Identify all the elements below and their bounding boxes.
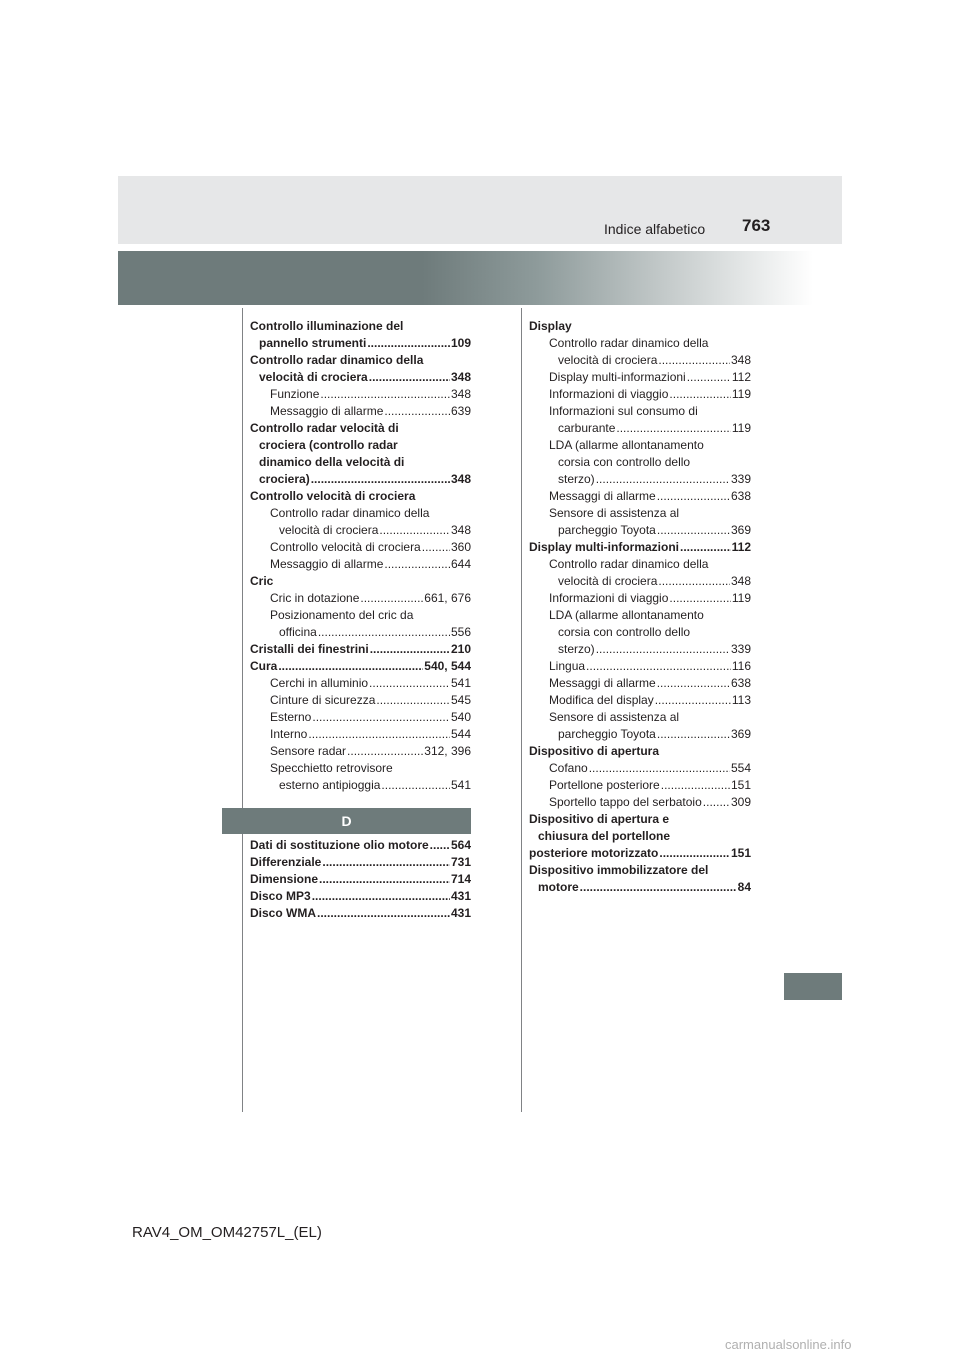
index-entry-page: 113 — [731, 693, 751, 707]
index-entry-page: 339 — [730, 642, 751, 656]
index-entry-page: 119 — [731, 387, 751, 401]
index-entry — [529, 386, 751, 403]
index-entry-text: Dispositivo di apertura e — [529, 812, 670, 826]
index-entry-text: Cristalli dei finestrini — [250, 642, 369, 656]
index-entry-page: 309 — [730, 795, 751, 809]
index-entry-page: 116 — [731, 659, 751, 673]
index-entry-page: 714 — [450, 872, 471, 886]
index-entry — [250, 386, 471, 403]
index-entry-page: 84 — [737, 880, 751, 894]
index-entry — [250, 539, 471, 556]
index-column-left-d — [250, 837, 471, 922]
index-entry — [250, 590, 471, 607]
index-entry-text: officina — [279, 625, 317, 639]
dot-leader — [596, 471, 730, 488]
index-entry — [250, 854, 471, 871]
index-entry-page: 151 — [730, 778, 751, 792]
index-entry-text: Display — [529, 319, 572, 333]
dot-leader — [680, 539, 731, 556]
index-entry-text: sterzo) — [558, 642, 595, 656]
index-entry-page: 556 — [450, 625, 471, 639]
index-entry-page: 540 — [450, 710, 471, 724]
index-entry-text: crociera (controllo radar — [259, 438, 398, 452]
dot-leader — [669, 386, 730, 403]
index-entry — [250, 777, 471, 794]
index-entry — [250, 743, 471, 760]
index-entry-page: 151 — [730, 846, 751, 860]
index-entry-text: Controllo radar dinamico della — [549, 557, 709, 571]
index-entry-text: carburante — [558, 421, 616, 435]
index-entry-text: velocità di crociera — [279, 523, 379, 537]
index-column-right — [529, 318, 751, 896]
index-entry-page: 119 — [731, 421, 751, 435]
index-entry-page: 348 — [450, 387, 471, 401]
index-entry — [529, 879, 751, 896]
index-entry — [529, 862, 751, 879]
index-entry — [529, 318, 751, 335]
index-entry-text: chiusura del portellone — [538, 829, 671, 843]
index-entry-text: Controllo velocità di crociera — [250, 489, 416, 503]
index-entry — [529, 352, 751, 369]
dot-leader — [661, 777, 730, 794]
index-entry-page: 544 — [450, 727, 471, 741]
index-entry — [529, 794, 751, 811]
dot-leader — [308, 726, 450, 743]
index-entry-text: Specchietto retrovisore — [270, 761, 393, 775]
dot-leader — [318, 624, 450, 641]
index-entry — [250, 369, 471, 386]
index-entry-text: Cofano — [549, 761, 588, 775]
index-entry — [529, 743, 751, 760]
index-entry — [529, 505, 751, 522]
index-entry-page: 541 — [450, 676, 471, 690]
dot-leader — [367, 335, 450, 352]
dot-leader — [659, 845, 730, 862]
dot-leader — [669, 590, 730, 607]
index-entry — [250, 675, 471, 692]
dot-leader — [379, 522, 450, 539]
index-entry-text: Dati di sostituzione olio motore — [250, 838, 429, 852]
index-entry-page: 348 — [450, 370, 471, 384]
index-entry-page: 109 — [450, 336, 471, 350]
index-entry-text: velocità di crociera — [259, 370, 368, 384]
index-entry-text: motore — [538, 880, 579, 894]
index-entry — [529, 454, 751, 471]
index-entry-text: Messaggi di allarme — [549, 676, 656, 690]
dot-leader — [655, 692, 731, 709]
dot-leader — [360, 590, 423, 607]
index-entry — [529, 675, 751, 692]
thumb-index-tab — [784, 973, 842, 1000]
index-entry-page: 369 — [730, 727, 751, 741]
index-entry — [529, 471, 751, 488]
index-entry-page: 431 — [450, 906, 471, 920]
index-entry-text: Display multi-informazioni — [529, 540, 680, 554]
index-entry-text: corsia con controllo dello — [558, 625, 691, 639]
index-entry-text: sterzo) — [558, 472, 595, 486]
index-entry — [250, 573, 471, 590]
watermark: carmanualsonline.info — [725, 1337, 852, 1352]
dot-leader — [278, 658, 423, 675]
index-entry-text: Dimensione — [250, 872, 319, 886]
index-entry-text: velocità di crociera — [558, 353, 658, 367]
index-entry-text: velocità di crociera — [558, 574, 658, 588]
index-entry-text: Messaggio di allarme — [270, 404, 384, 418]
index-entry — [250, 318, 471, 335]
dot-leader — [687, 369, 731, 386]
index-entry — [250, 556, 471, 573]
index-entry-page: 731 — [450, 855, 471, 869]
index-entry-text: Messaggi di allarme — [549, 489, 656, 503]
index-entry-text: Disco WMA — [250, 906, 316, 920]
index-entry — [529, 590, 751, 607]
index-entry — [250, 335, 471, 352]
index-entry-page: 540, 544 — [424, 659, 471, 673]
index-entry — [529, 726, 751, 743]
index-entry-text: Modifica del display — [549, 693, 654, 707]
index-entry — [250, 837, 471, 854]
dot-leader — [422, 539, 450, 556]
index-entry-text: Cura — [250, 659, 278, 673]
index-entry-text: Cric in dotazione — [270, 591, 360, 605]
index-entry-page: 545 — [450, 693, 471, 707]
index-entry-text: posteriore motorizzato — [529, 846, 659, 860]
index-entry — [250, 658, 471, 675]
index-entry — [529, 437, 751, 454]
index-entry-text: LDA (allarme allontanamento — [549, 438, 704, 452]
index-entry — [250, 352, 471, 369]
index-entry — [529, 760, 751, 777]
index-entry — [250, 522, 471, 539]
index-entry — [529, 369, 751, 386]
dot-leader — [369, 675, 450, 692]
index-entry-text: Disco MP3 — [250, 889, 311, 903]
index-entry-text: pannello strumenti — [259, 336, 367, 350]
index-entry-text: Cinture di sicurezza — [270, 693, 376, 707]
dot-leader — [658, 352, 730, 369]
index-entry-text: Messaggio di allarme — [270, 557, 384, 571]
index-entry-page: 348 — [450, 472, 471, 486]
index-entry-page: 661, 676 — [424, 591, 471, 605]
index-entry-text: Controllo radar dinamico della — [250, 353, 424, 367]
header-gradient-band — [118, 251, 842, 305]
index-entry-page: 360 — [450, 540, 471, 554]
left-column-rule — [242, 308, 243, 1112]
index-entry-text: Dispositivo di apertura — [529, 744, 660, 758]
dot-leader — [317, 905, 450, 922]
index-entry-page: 348 — [730, 353, 751, 367]
index-entry-text: Sportello tappo del serbatoio — [549, 795, 702, 809]
dot-leader — [657, 726, 730, 743]
index-entry-page: 541 — [450, 778, 471, 792]
index-entry — [250, 420, 471, 437]
dot-leader — [658, 573, 730, 590]
index-entry — [529, 709, 751, 726]
index-entry — [250, 403, 471, 420]
dot-leader — [384, 556, 450, 573]
index-entry-page: 638 — [730, 489, 751, 503]
dot-leader — [320, 386, 450, 403]
dot-leader — [596, 641, 730, 658]
index-entry-page: 644 — [450, 557, 471, 571]
dot-leader — [311, 471, 450, 488]
index-column-left — [250, 318, 471, 794]
index-entry-page: 564 — [450, 838, 471, 852]
index-entry-text: Controllo radar velocità di — [250, 421, 399, 435]
index-entry-page: 112 — [731, 370, 751, 384]
index-entry — [529, 624, 751, 641]
index-entry-text: Display multi-informazioni — [549, 370, 686, 384]
index-entry-text: corsia con controllo dello — [558, 455, 691, 469]
dot-leader — [312, 709, 450, 726]
header-bar — [118, 176, 842, 244]
page-number: 763 — [742, 216, 771, 235]
index-entry-text: Sensore di assistenza al — [549, 710, 680, 724]
index-entry-page: 210 — [450, 642, 471, 656]
index-entry — [529, 811, 751, 828]
index-entry-text: Controllo radar dinamico della — [270, 506, 430, 520]
index-entry-text: parcheggio Toyota — [558, 523, 656, 537]
index-entry-text: Sensore di assistenza al — [549, 506, 680, 520]
index-entry-page: 348 — [730, 574, 751, 588]
index-entry — [529, 556, 751, 573]
dot-leader — [657, 488, 730, 505]
index-entry — [250, 505, 471, 522]
index-entry-text: crociera) — [259, 472, 310, 486]
index-entry — [529, 607, 751, 624]
dot-leader — [657, 675, 730, 692]
dot-leader — [369, 369, 450, 386]
index-entry — [529, 692, 751, 709]
dot-leader — [322, 854, 450, 871]
dot-leader — [589, 760, 730, 777]
index-entry — [529, 335, 751, 352]
index-entry — [250, 641, 471, 658]
document-code: RAV4_OM_OM42757L_(EL) — [132, 1224, 322, 1241]
index-entry-text: Controllo illuminazione del — [250, 319, 404, 333]
index-entry — [250, 488, 471, 505]
index-entry — [529, 777, 751, 794]
right-column-rule — [521, 308, 522, 1112]
index-entry — [250, 624, 471, 641]
index-entry-text: Lingua — [549, 659, 586, 673]
index-entry-text: Esterno — [270, 710, 312, 724]
index-entry-text: Cric — [250, 574, 274, 588]
index-entry-page: 312, 396 — [424, 744, 471, 758]
section-title: Indice alfabetico — [604, 221, 706, 237]
index-entry — [529, 522, 751, 539]
index-entry — [529, 845, 751, 862]
dot-leader — [370, 641, 450, 658]
index-entry — [250, 905, 471, 922]
dot-leader — [616, 420, 730, 437]
dot-leader — [657, 522, 730, 539]
index-entry — [250, 888, 471, 905]
index-entry — [529, 658, 751, 675]
index-entry-page: 339 — [730, 472, 751, 486]
index-entry — [529, 828, 751, 845]
index-entry — [529, 539, 751, 556]
dot-leader — [347, 743, 423, 760]
index-entry — [250, 760, 471, 777]
index-entry-text: LDA (allarme allontanamento — [549, 608, 704, 622]
index-entry-page: 119 — [731, 591, 751, 605]
index-entry-text: Funzione — [270, 387, 320, 401]
index-entry-page: 112 — [731, 540, 751, 554]
index-entry — [250, 871, 471, 888]
dot-leader — [580, 879, 737, 896]
index-entry-text: Cerchi in alluminio — [270, 676, 369, 690]
index-entry-page: 369 — [730, 523, 751, 537]
letter-heading-d: D — [222, 808, 471, 834]
index-entry-text: parcheggio Toyota — [558, 727, 656, 741]
index-entry — [529, 573, 751, 590]
index-entry-text: Informazioni di viaggio — [549, 387, 669, 401]
dot-leader — [586, 658, 731, 675]
dot-leader — [312, 888, 450, 905]
index-entry — [250, 726, 471, 743]
index-entry — [529, 403, 751, 420]
index-entry — [250, 607, 471, 624]
dot-leader — [376, 692, 450, 709]
index-entry-text: Controllo velocità di crociera — [270, 540, 421, 554]
dot-leader — [703, 794, 730, 811]
index-entry-text: Differenziale — [250, 855, 322, 869]
index-entry — [529, 420, 751, 437]
index-entry — [250, 471, 471, 488]
index-entry-text: Sensore radar — [270, 744, 347, 758]
index-entry-page: 431 — [450, 889, 471, 903]
dot-leader — [430, 837, 450, 854]
index-entry — [250, 437, 471, 454]
index-entry — [529, 488, 751, 505]
index-entry-text: Informazioni sul consumo di — [549, 404, 698, 418]
index-entry — [250, 692, 471, 709]
index-entry-page: 639 — [450, 404, 471, 418]
index-entry — [250, 454, 471, 471]
dot-leader — [381, 777, 450, 794]
index-entry-text: Portellone posteriore — [549, 778, 660, 792]
index-entry-text: dinamico della velocità di — [259, 455, 405, 469]
index-entry-text: Posizionamento del cric da — [270, 608, 414, 622]
index-entry-text: Dispositivo immobilizzatore del — [529, 863, 709, 877]
index-entry-text: esterno antipioggia — [279, 778, 381, 792]
index-entry — [529, 641, 751, 658]
dot-leader — [384, 403, 450, 420]
index-entry-page: 554 — [730, 761, 751, 775]
index-entry-text: Informazioni di viaggio — [549, 591, 669, 605]
index-entry-text: Controllo radar dinamico della — [549, 336, 709, 350]
index-entry-page: 638 — [730, 676, 751, 690]
dot-leader — [319, 871, 450, 888]
index-entry — [250, 709, 471, 726]
index-entry-text: Interno — [270, 727, 308, 741]
index-entry-page: 348 — [450, 523, 471, 537]
